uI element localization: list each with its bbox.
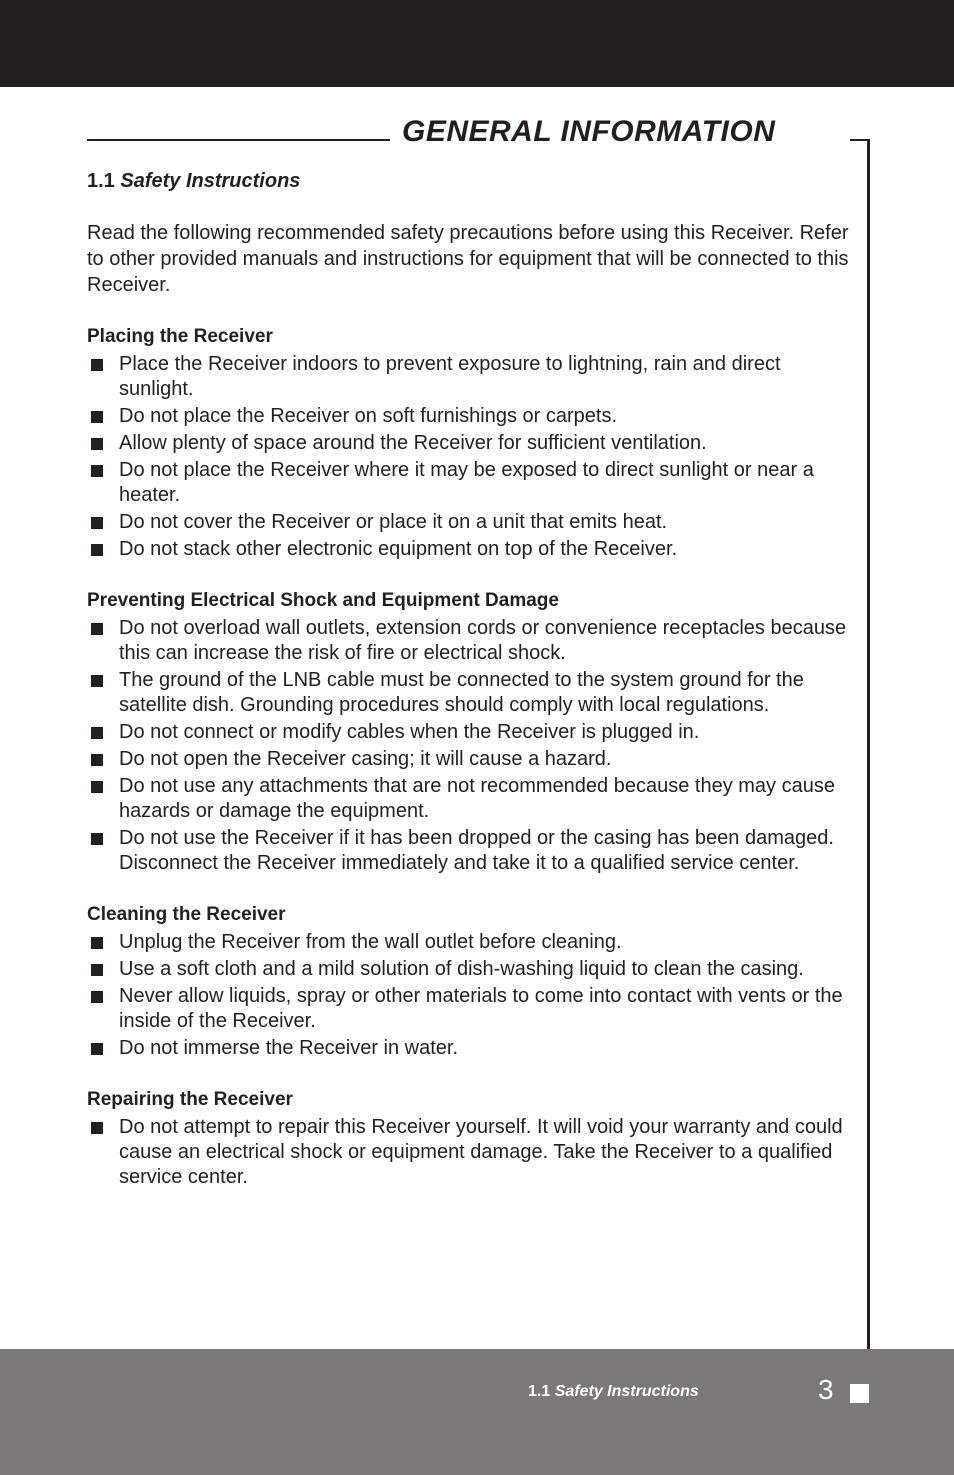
list-item xyxy=(87,774,857,824)
list-item-text: Do not use the Receiver if it has been dropped or the casing has been damaged. Disconnect the Receiver immediately and take it to a qualified service center. xyxy=(119,827,834,874)
square-bullet-icon xyxy=(91,517,103,529)
list-item-text: Do not cover the Receiver or place it on a unit that emits heat. xyxy=(119,511,668,533)
list-item xyxy=(87,510,857,535)
square-bullet-icon xyxy=(91,438,103,450)
list-item-text: Do not connect or modify cables when the Receiver is plugged in. xyxy=(119,721,700,743)
list-item-text: Do not open the Receiver casing; it will cause a hazard. xyxy=(119,748,612,770)
list-item-text: The ground of the LNB cable must be connected to the system ground for the satellite dish. Grounding procedures should comply with local regulations. xyxy=(119,669,804,716)
list-item-text: Allow plenty of space around the Receiver for sufficient ventilation. xyxy=(119,432,707,454)
list-item xyxy=(87,984,857,1034)
square-bullet-icon xyxy=(91,991,103,1003)
list-item xyxy=(87,431,857,456)
list-item-text: Use a soft cloth and a mild solution of dish-washing liquid to clean the casing. xyxy=(119,958,804,980)
list-item xyxy=(87,537,857,562)
square-bullet-icon xyxy=(91,411,103,423)
footer-bar xyxy=(0,1349,954,1475)
bullet-list xyxy=(87,616,857,876)
group-title: Repairing the Receiver xyxy=(87,1089,293,1110)
list-item xyxy=(87,826,857,876)
list-item-text: Do not attempt to repair this Receiver yourself. It will void your warranty and could cause an electrical shock or equipment damage. Take the Receiver to a qualified service center. xyxy=(119,1116,843,1188)
list-item-text: Do not use any attachments that are not recommended because they may cause hazards or damage the equipment. xyxy=(119,775,835,822)
group-title: Placing the Receiver xyxy=(87,326,273,347)
page-content xyxy=(87,166,857,1192)
list-item-text: Place the Receiver indoors to prevent exposure to lightning, rain and direct sunlight. xyxy=(119,353,781,400)
list-item xyxy=(87,1036,857,1061)
group-title: Preventing Electrical Shock and Equipment Damage xyxy=(87,590,559,611)
square-bullet-icon xyxy=(91,623,103,635)
list-item xyxy=(87,957,857,982)
header-bar xyxy=(0,0,954,87)
list-item-text: Do not overload wall outlets, extension cords or convenience receptacles because this can increase the risk of fire or electrical shock. xyxy=(119,617,847,664)
list-item xyxy=(87,404,857,429)
footer-section-number: 1.1 xyxy=(528,1383,551,1400)
list-item xyxy=(87,720,857,745)
square-bullet-icon xyxy=(91,754,103,766)
square-bullet-icon xyxy=(91,781,103,793)
square-bullet-icon xyxy=(91,675,103,687)
list-item-text: Do not stack other electronic equipment on top of the Receiver. xyxy=(119,538,678,560)
instruction-group xyxy=(87,902,857,1061)
bullet-list xyxy=(87,352,857,562)
list-item xyxy=(87,352,857,402)
instruction-groups xyxy=(87,324,857,1190)
square-bullet-icon xyxy=(91,359,103,371)
instruction-group xyxy=(87,588,857,876)
square-bullet-icon xyxy=(91,544,103,556)
bullet-list xyxy=(87,1115,857,1190)
square-bullet-icon xyxy=(91,964,103,976)
bullet-list xyxy=(87,930,857,1061)
section-number: 1.1 xyxy=(87,170,115,192)
footer-section-label xyxy=(528,1379,699,1405)
group-title: Cleaning the Receiver xyxy=(87,904,286,925)
square-bullet-icon xyxy=(91,833,103,845)
footer-square-marker xyxy=(850,1384,869,1403)
square-bullet-icon xyxy=(91,727,103,739)
section-title: Safety Instructions xyxy=(120,170,301,192)
square-bullet-icon xyxy=(91,1122,103,1134)
side-rule xyxy=(867,139,870,1351)
title-rule-left xyxy=(87,139,390,141)
square-bullet-icon xyxy=(91,937,103,949)
list-item xyxy=(87,668,857,718)
intro-paragraph: Read the following recommended safety precautions before using this Receiver. Refer to other provided manuals and instructions for equipment that will be connected to this Receiver. xyxy=(87,222,849,296)
list-item xyxy=(87,1115,857,1190)
page-number: 3 xyxy=(818,1374,834,1405)
page-title: GENERAL INFORMATION xyxy=(402,115,776,148)
section-heading xyxy=(87,166,857,196)
list-item xyxy=(87,458,857,508)
footer-section-title: Safety Instructions xyxy=(554,1383,699,1400)
instruction-group xyxy=(87,1087,857,1190)
list-item-text: Do not place the Receiver on soft furnishings or carpets. xyxy=(119,405,618,427)
list-item-text: Unplug the Receiver from the wall outlet before cleaning. xyxy=(119,931,622,953)
list-item xyxy=(87,930,857,955)
list-item xyxy=(87,616,857,666)
square-bullet-icon xyxy=(91,1043,103,1055)
list-item-text: Never allow liquids, spray or other materials to come into contact with vents or the inside of the Receiver. xyxy=(119,985,843,1032)
instruction-group xyxy=(87,324,857,562)
square-bullet-icon xyxy=(91,465,103,477)
list-item-text: Do not place the Receiver where it may be exposed to direct sunlight or near a heater. xyxy=(119,459,814,506)
list-item-text: Do not immerse the Receiver in water. xyxy=(119,1037,459,1059)
list-item xyxy=(87,747,857,772)
